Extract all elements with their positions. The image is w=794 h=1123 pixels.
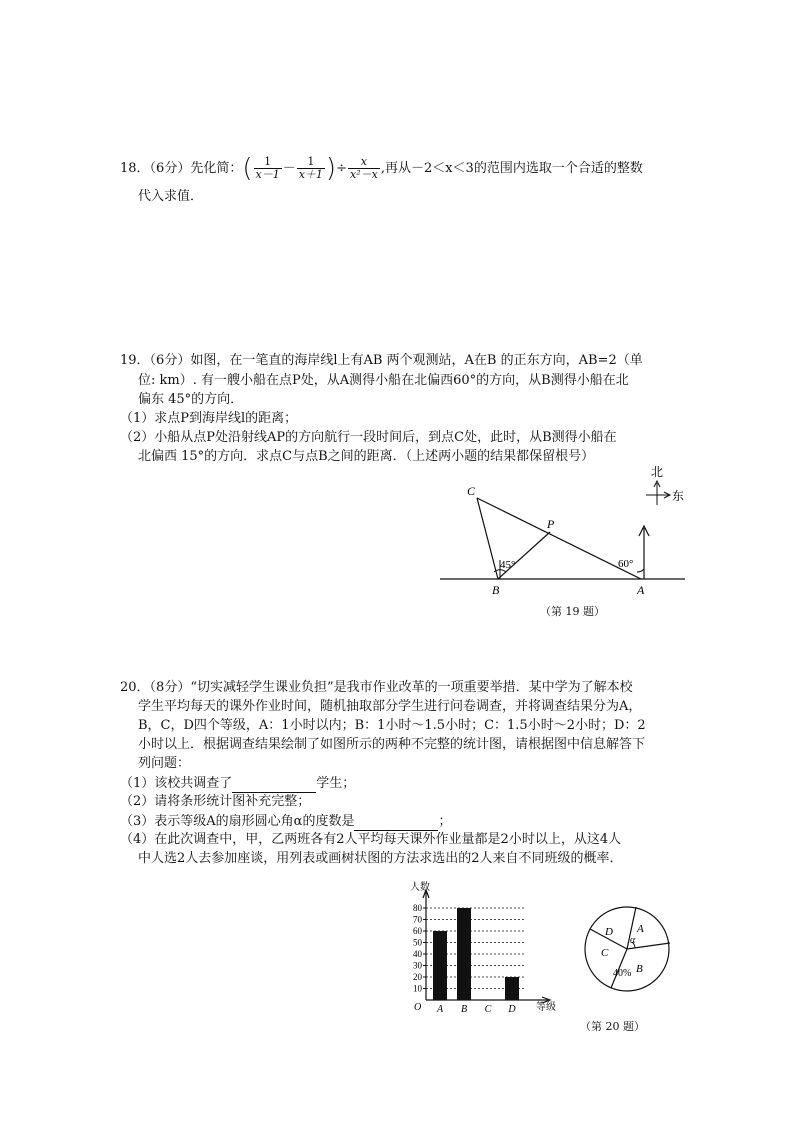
q19-sub1: （1）求点P到海岸线l的距离； [120,411,298,426]
q18-number: 18． [120,161,150,176]
label-B: B [492,583,500,597]
q20-line4: 小时以上．根据调查结果绘制了如图所示的两种不完整的统计图，请根据图中信息解答下 [138,737,646,752]
label-A: A [637,583,645,597]
pie-label-D: D [605,926,613,938]
y-tick-label-50: 50 [413,937,422,948]
q18-lead: 先化简： [190,161,243,176]
q20-sub4b: 中人选2人去参加座谈，用列表或画树状图的方法求选出的2人来自不同班级的概率． [138,851,623,866]
y-tick-label-60: 60 [413,926,422,936]
bar-B [457,908,471,1000]
y-tick-label-30: 30 [413,960,422,971]
x-tick-label-D: D [508,1004,516,1015]
angle-B: 45° [500,559,516,571]
q19-line3: 偏东 45°的方向． [138,392,244,407]
pie-label-C: C [601,947,609,959]
segment-CB [477,498,498,579]
angle-A: 60° [618,558,634,570]
y-tick-label-10: 10 [413,983,422,994]
q20-line1: 20．（8分）“切实减轻学生课业负担”是我市作业改革的一项重要举措．某中学为了解本校 [120,680,633,695]
q18-score: （6分） [149,161,191,176]
y-tick-label-70: 70 [413,914,422,925]
q20-blank-3[interactable] [354,812,438,831]
origin-label: O [414,1002,422,1013]
pie-chart [580,902,680,1002]
q18-line1: 18．（6分）先化简：( $\frac{1}{x-1}$ － $\frac{1}{x+1}$ )÷ $\frac{x}{\text{x²－x}}$ ,再从－2＜x＜3的范围内选取一个合适的整数 [120,153,643,184]
pie-percent-B: 40% [613,968,632,979]
pie-label-B: B [636,963,643,975]
q18-tail: ,再从－2＜x＜3的范围内选取一个合适的整数 [380,161,643,176]
q20-sub1: （1）该校共调查了 学生； [120,776,356,791]
q20-caption: （第 20 题） [580,1020,645,1033]
q20-line2: 学生平均每天的课外作业时间，随机抽取部分学生进行问卷调查，并将调查结果分为A， [138,699,642,714]
label-P: P [547,517,555,531]
q19-sub2b: 北偏西 15°的方向．求点C与点B之间的距离．（上述两小题的结果都保留根号） [138,449,595,464]
pie-label-A: A [637,923,644,935]
label-north: 北 [651,465,664,479]
q19-geometry-figure [430,460,700,600]
label-C: C [467,484,476,498]
label-east: 东 [672,489,685,503]
bar-chart [398,878,568,1018]
q18-line2: 代入求值． [138,189,204,204]
q19-line1: 19．（6分）如图，在一笔直的海岸线l上有AB 两个观测站，A在B 的正东方向，AB=2（单 [120,353,643,368]
q20-sub3: （3）表示等级A的扇形圆心角α的度数是 ； [120,814,452,829]
q20-blank-1[interactable] [232,774,316,793]
q19-sub2a: （2）小船从点P处沿射线AP的方向航行一段时间后，到点C处，此时，从B测得小船在 [120,430,617,445]
q20-sub4a: （4）在此次调查中，甲，乙两班各有2人平均每天课外作业量都是2小时以上，从这4人 [120,832,622,847]
x-axis-label: 等级 [536,1002,556,1013]
q18-fraction-2: $\frac{1}{x+1}$ [298,155,323,181]
bar-A [433,931,447,1000]
q18-fraction-1: $\frac{1}{x-1}$ [255,155,280,181]
q19-caption: （第 19 题） [540,605,605,618]
y-axis-label: 人数 [410,882,430,893]
compass-rose-icon [646,481,670,505]
q18-fraction-3: $\frac{x}{\text{x²－x}}$ [349,155,378,181]
q20-line5: 列问题： [138,756,191,771]
q19-line2: 位: km）. 有一艘小船在点P处，从A测得小船在北偏西60°的方向，从B测得小船在北 [138,373,629,388]
x-tick-label-B: B [460,1004,468,1015]
y-tick-label-40: 40 [413,949,422,959]
y-tick-label-80: 80 [413,903,422,913]
x-tick-label-C: C [484,1004,492,1015]
pie-angle-alpha: α [630,935,636,946]
q20-sub2: （2）请将条形统计图补充完整； [120,794,311,809]
x-tick-label-A: A [436,1004,444,1015]
q20-line3: B，C，D四个等级，A：1小时以内；B：1小时～1.5小时；C：1.5小时～2小时；D：2 [138,718,646,733]
y-tick-label-20: 20 [413,972,422,982]
bar-D [505,977,519,1000]
